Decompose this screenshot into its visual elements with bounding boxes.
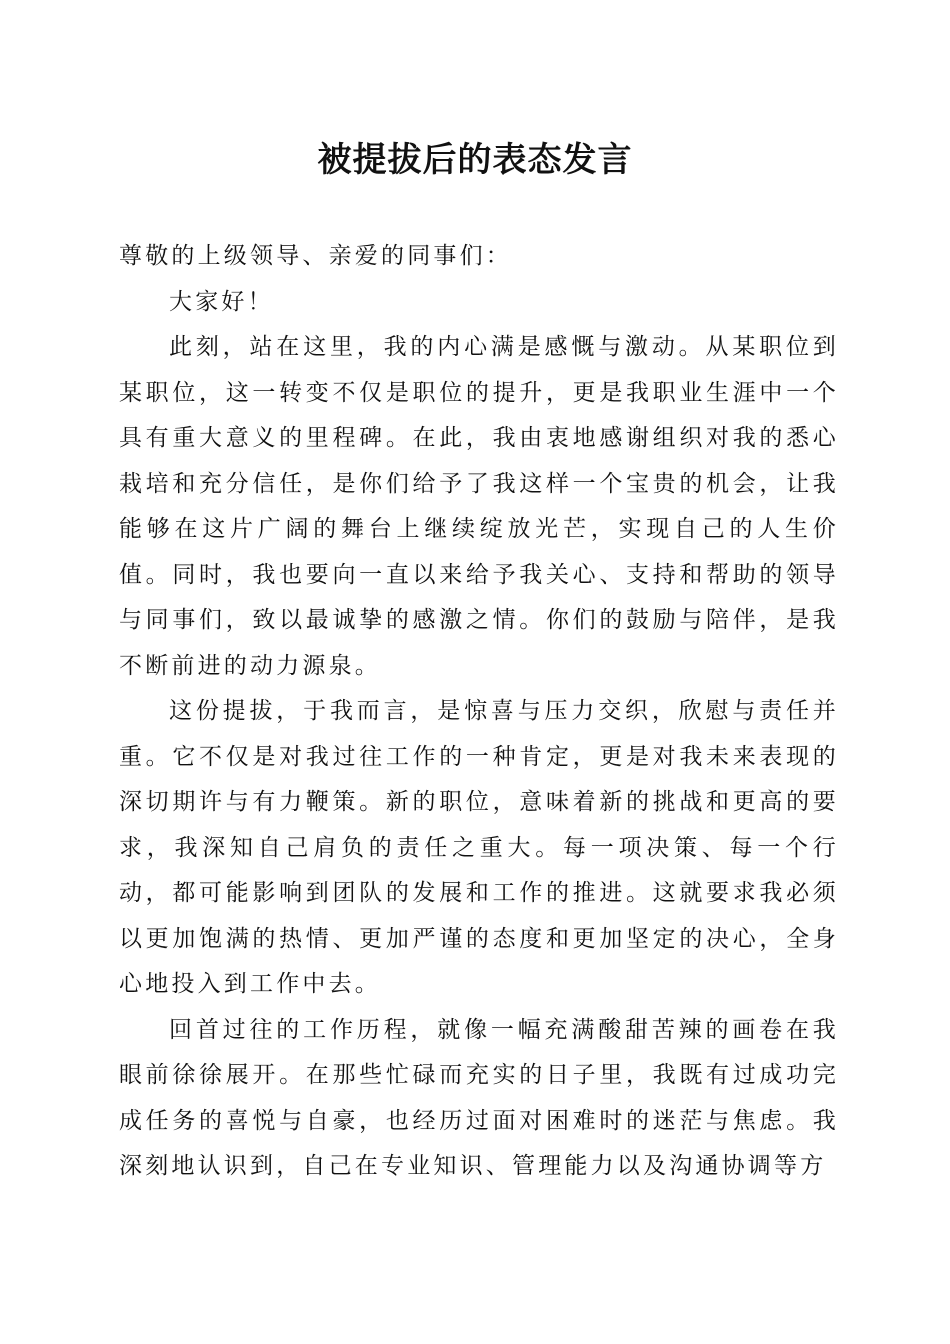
document-title: 被提拔后的表态发言	[317, 140, 633, 180]
document-body	[119, 234, 839, 1190]
paragraph-3: 回首过往的工作历程，就像一幅充满酸甜苦辣的画卷在我眼前徐徐展开。在那些忙碌而充实的日子里，我既有过成功完成任务的喜悦与自豪，也经历过面对困难时的迷茫与焦虑。我深刻地认识到，自己在专业知识、管理能力以及沟通协调等方	[119, 1016, 839, 1179]
paragraph-1: 此刻，站在这里，我的内心满是感慨与激动。从某职位到某职位，这一转变不仅是职位的提升，更是我职业生涯中一个具有重大意义的里程碑。在此，我由衷地感谢组织对我的悉心栽培和充分信任，是你们给予了我这样一个宝贵的机会，让我能够在这片广阔的舞台上继续绽放光芒，实现自己的人生价值。同时，我也要向一直以来给予我关心、支持和帮助的领导与同事们，致以最诚挚的感激之情。你们的鼓励与陪伴，是我不断前进的动力源泉。	[119, 334, 839, 679]
salutation: 尊敬的上级领导、亲爱的同事们：	[119, 243, 512, 269]
paragraph-2: 这份提拔，于我而言，是惊喜与压力交织，欣慰与责任并重。它不仅是对我过往工作的一种肯定，更是对我未来表现的深切期许与有力鞭策。新的职位，意味着新的挑战和更高的要求，我深知自己肩负的责任之重大。每一项决策、每一个行动，都可能影响到团队的发展和工作的推进。这就要求我必须以更加饱满的热情、更加严谨的态度和更加坚定的决心，全身心地投入到工作中去。	[119, 698, 839, 997]
greeting: 大家好！	[169, 288, 274, 315]
